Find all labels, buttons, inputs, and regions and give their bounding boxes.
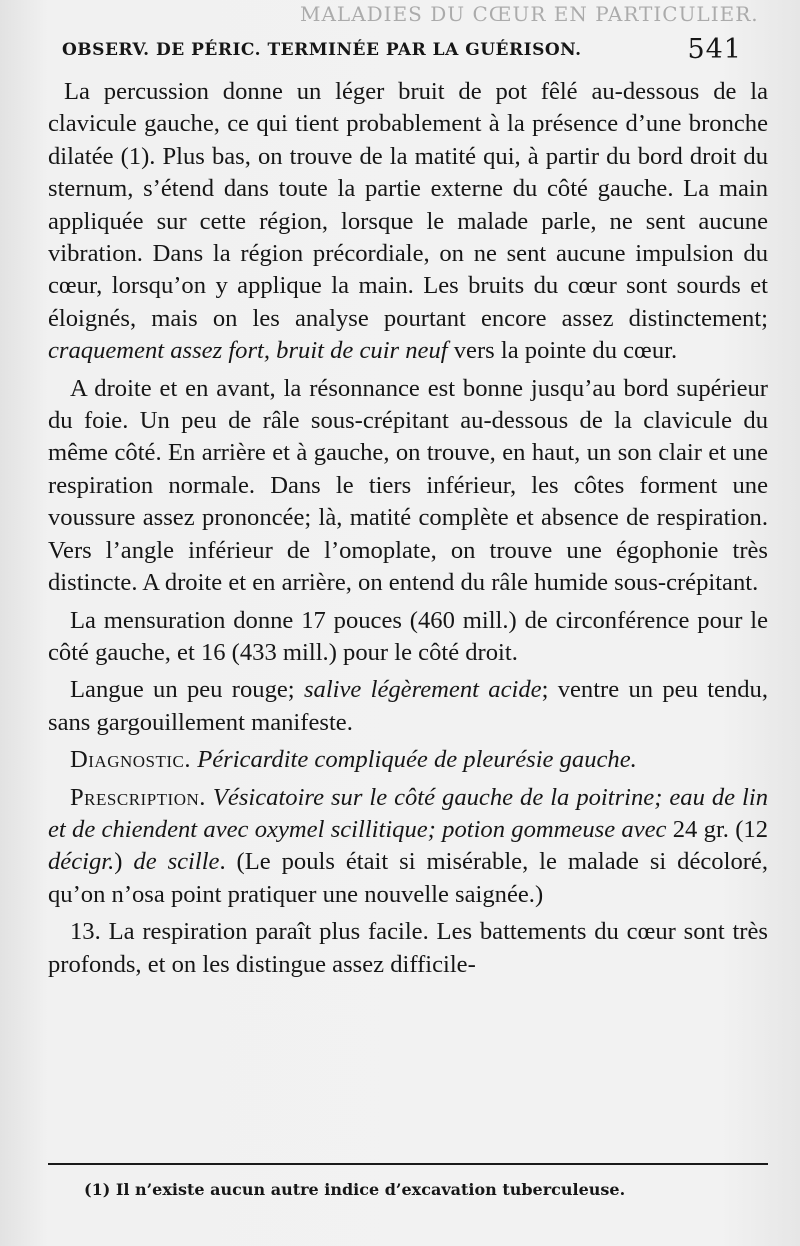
paragraph-tongue: Langue un peu rouge; salive légèrement acide; ventre un peu tendu, sans gargouillement manifeste. <box>48 676 768 736</box>
diagnostic-label: Diagnostic. <box>70 746 192 774</box>
prescription-label: Prescription. <box>70 783 206 811</box>
paragraph-prescription: Prescription. Vésicatoire sur le côté gauche de la poitrine; eau de lin et de chiendent avec oxymel scillitique; potion gommeuse avec 24 gr. (12 décigr.) de scille. (Le pouls était si misérable, le malade si décoloré, qu’on n’osa point pratiquer une nouvelle saignée.) <box>48 783 768 908</box>
footnote-rule <box>48 1163 768 1165</box>
bleed-through-text: MALADIES DU CŒUR EN PARTICULIER. <box>300 2 759 26</box>
paragraph-day-13: 13. La respiration paraît plus facile. Les battements du cœur sont très profonds, et on les distingue assez difficile- <box>48 918 768 978</box>
footnote: (1) Il n’existe aucun autre indice d’excavation tuberculeuse. <box>84 1180 626 1199</box>
paragraph-percussion: La percussion donne un léger bruit de pot fêlé au-dessous de la clavicule gauche, ce qui tient probablement à la présence d’une bronche dilatée (1). Plus bas, on trouve de la matité qui, à partir du bord droit du sternum, s’étend dans toute la partie externe du côté gauche. La main appliquée sur cette région, lorsque le malade parle, ne sent aucune vibration. Dans la région précordiale, on ne sent aucune impulsion du cœur, lorsqu’on y applique la main. Les bruits du cœur sont sourds et éloignés, mais on les analyse pourtant encore assez distinctement; craquement assez fort, bruit de cuir neuf vers la pointe du cœur. <box>48 78 768 365</box>
paragraph-diagnostic: Diagnostic. Péricardite compliquée de pleurésie gauche. <box>70 746 637 774</box>
running-title: OBSERV. DE PÉRIC. TERMINÉE PAR LA GUÉRISON. <box>62 40 582 60</box>
body-text <box>48 76 768 986</box>
paragraph-right-side: A droite et en avant, la résonnance est bonne jusqu’au bord supérieur du foie. Un peu de râle sous-crépitant au-dessous de la clavicule du même côté. En arrière et à gauche, on trouve, en haut, un son clair et une respiration normale. Dans le tiers inférieur, les côtes forment une voussure assez prononcée; là, matité complète et absence de respiration. Vers l’angle inférieur de l’omoplate, on trouve une égophonie très distincte. A droite et en arrière, on entend du râle humide sous-crépitant. <box>48 374 768 597</box>
page-number: 541 <box>687 34 742 65</box>
page-header <box>62 34 742 64</box>
paragraph-mensuration: La mensuration donne 17 pouces (460 mill.) de circonférence pour le côté gauche, et 16 (433 mill.) pour le côté droit. <box>48 606 768 666</box>
